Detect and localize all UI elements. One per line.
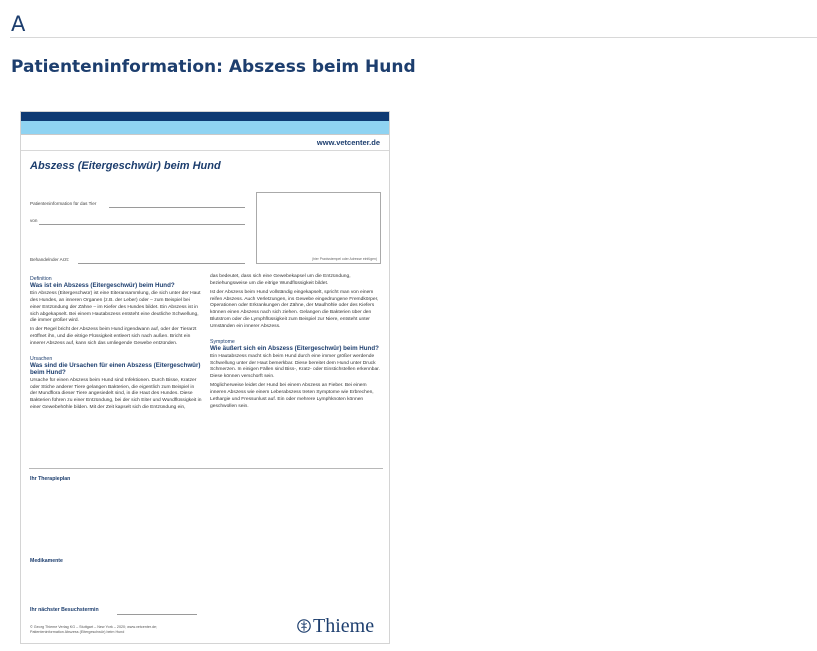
ursachen-kicker: Ursachen (30, 355, 53, 362)
ursachen-heading: Was sind die Ursachen für einen Abszess (Eitergeschwür) beim Hund? (30, 361, 201, 376)
left-column (30, 272, 202, 414)
field-line-arzt (78, 263, 245, 264)
band-divider (21, 134, 389, 135)
website-url: www.vetcenter.de (316, 138, 380, 147)
patient-info-sheet (20, 111, 390, 644)
field-line-tier (109, 207, 245, 208)
definition-heading: Was ist ein Abszess (Eitergeschwür) beim Hund? (30, 282, 175, 289)
symptome-paragraph-2: Möglicherweise leidet der Hund bei einem Abszess an Fieber. Bei einem inneren Abszess wie einem Leberabszess treten Symptome wie Erbrechen, Lethargie und Fressunlust auf. Ein oder mehrere Lymphknoten können geschwollen sein. (210, 383, 374, 409)
section-divider (29, 468, 383, 469)
right-paragraph-2: Ist der Abszess beim Hund vollständig eingekapselt, spricht man von einem reifen Abszess. Auch Verletzungen, ins Gewebe eingedrungene Fremdkörper, Operationen oder Erkrankungen der Zähne, der Maulhöhle oder des Kiefers können einen Abszess nach sich ziehen. Gelangen die Bakterien über den Blutstrom oder die Lymphflüssigkeit zum Beispiel zur Niere, entsteht unter Umständen ein innerer Abszess. (210, 289, 379, 329)
page-title: Patienteninformation: Abszess beim Hund (11, 57, 416, 77)
symptome-heading: Wie äußert sich ein Abszess (Eitergeschwür) beim Hund? (210, 344, 379, 352)
besuchstermin-label: Ihr nächster Besuchstermin (30, 607, 99, 613)
medikamente-label: Medikamente (30, 558, 63, 564)
header-divider (10, 37, 817, 38)
thieme-logo (297, 616, 374, 636)
top-band-light (21, 121, 389, 134)
field-label-arzt: Behandelnder Arzt: (30, 257, 70, 262)
therapieplan-label: Ihr Therapieplan (30, 476, 71, 482)
definition-paragraph-2: In der Regel bricht der Abszess beim Hund irgendwann auf, oder der Tierarzt eröffnet ihn, und die eitrige Flüssigkeit entleert sich nach außen. Bricht ein innerer Abszess auf, kann sich das umliegende Gewebe entzünden. (30, 327, 197, 346)
top-band-dark (21, 112, 389, 121)
right-column (210, 274, 382, 413)
ursachen-paragraph-1: Ursache für einen Abszess beim Hund sind Infektionen. Durch Bisse, Kratzer oder Stiche anderer Tiere gelangen Bakterien, die eigentlich zum Beispiel in der Mundflora dieser Tiere angesiedelt sind, in die Haut des Hundes. Diese Bakterien führen zu einer Entzündung, bei der sich Eiter und Wundflüssigkeit in einer Gewebehöhle bilden. Mit der Zeit kapselt sich die Entzündung ein, (30, 377, 202, 411)
field-label-tier: Patienteninformation für das Tier (30, 201, 97, 206)
section-letter: A (11, 12, 26, 36)
symptome-kicker: Symptome (210, 338, 235, 345)
sheet-title: Abszess (Eitergeschwür) beim Hund (30, 160, 221, 172)
footer-copyright: © Georg Thieme Verlag KG – Stuttgart – New York – 2020; www.vetcenter.de; (30, 625, 158, 629)
definition-paragraph-1: Ein Abszess (Eitergeschwür) ist eine Eiteransammlung, die sich unter der Haut des Hundes, an inneren Organen (z.B. der Leber) oder – zum Beispiel bei einer Entzündung der Zähne – im Kiefer des Hundes bildet. Ein Abszess ist in sich abgekapselt. Bei einem Hautabszess entsteht eine deutliche Schwellung, die immer größer wird. (30, 291, 201, 324)
thieme-logo-icon (297, 619, 311, 633)
url-divider (21, 150, 389, 151)
footer-document-name: Patienteninformation Abszess (Eitergeschwür) beim Hund (30, 630, 125, 634)
field-label-von: von (30, 218, 38, 223)
thieme-logo-text: Thieme (313, 615, 375, 637)
symptome-paragraph-1: Ein Hautabszess macht sich beim Hund durch eine immer größer werdende Schwellung unter der Haut bemerkbar. Diese bereitet dem Hund unter Druck Schmerzen. In einigen Fällen sind Biss-, Kratz- oder Einstichstellen erkennbar. Diese können verschorft sein. (210, 353, 380, 380)
right-paragraph-1: das bedeutet, dass sich eine Gewebekapsel um die Entzündung, beziehungsweise um die eitrige Wundflüssigkeit bildet. (210, 274, 351, 286)
practice-stamp-box (256, 192, 381, 264)
definition-kicker: Definition (30, 276, 52, 282)
besuchstermin-line (117, 614, 197, 615)
practice-stamp-caption: (hier Praxisstempel oder Adresse einfügen) (311, 257, 377, 261)
field-line-von (39, 224, 245, 225)
